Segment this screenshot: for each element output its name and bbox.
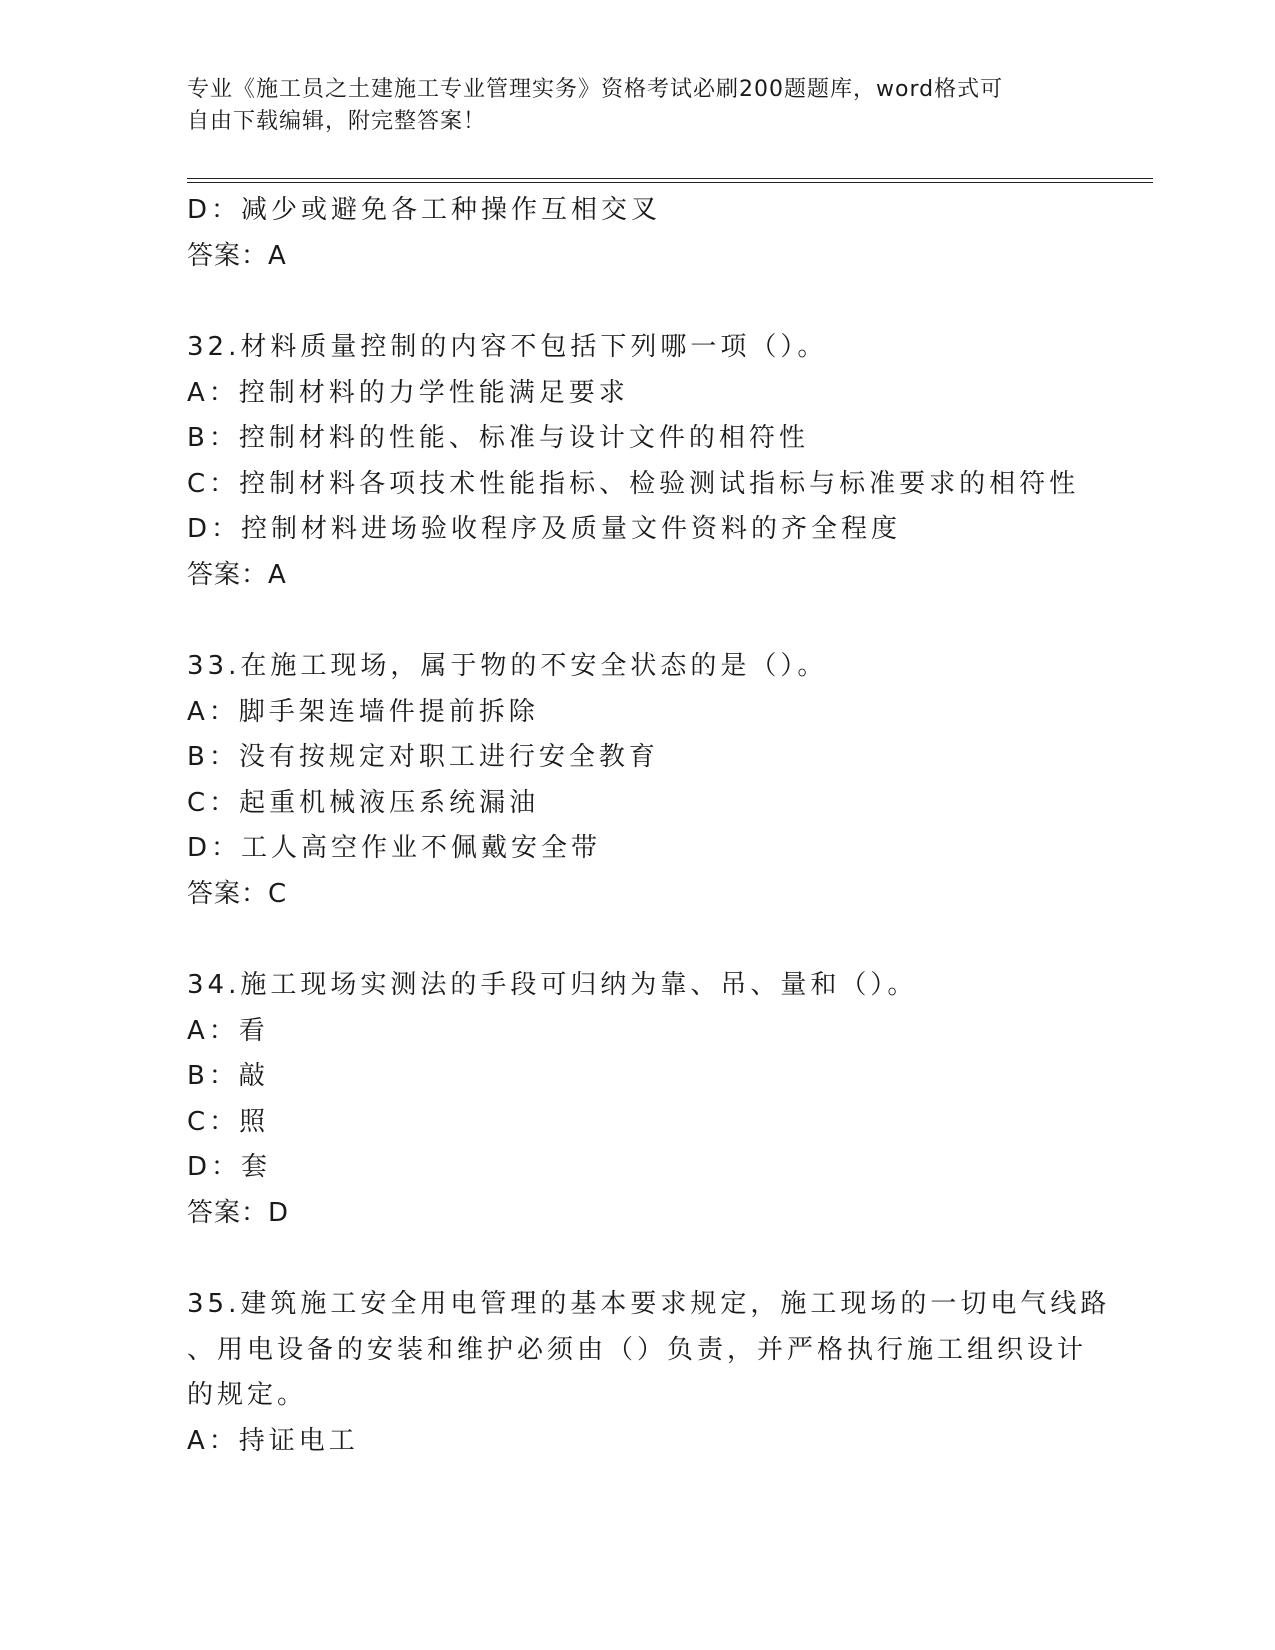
header-title-line-1: 专业《施工员之土建施工专业管理实务》资格考试必刷200题题库，word格式可 [187, 77, 1004, 102]
answer-label: 答案：A [187, 240, 287, 271]
spacer [187, 279, 1147, 325]
option-b: B：控制材料的性能、标准与设计文件的相符性 [187, 423, 809, 453]
option-b: B：没有按规定对职工进行安全教育 [187, 742, 659, 772]
header-divider-top [187, 178, 1153, 179]
question-text: 34.施工现场实测法的手段可归纳为靠、吊、量和（）。 [187, 970, 918, 1000]
question-list [187, 188, 1147, 1464]
option-a: A：看 [187, 1015, 269, 1046]
header-divider-bottom [187, 182, 1153, 183]
spacer [187, 598, 1147, 644]
option-b: B：敲 [187, 1061, 269, 1091]
question-text: 32.材料质量控制的内容不包括下列哪一项（）。 [187, 332, 828, 362]
option-d: D：套 [187, 1152, 272, 1182]
question-33 [187, 644, 1147, 917]
question-text-line-2: 、用电设备的安装和维护必须由（）负责，并严格执行施工组织设计 [187, 1334, 1088, 1365]
answer-label: 答案：C [187, 878, 288, 909]
question-text-line-3: 的规定。 [187, 1380, 308, 1410]
option-d: D：减少或避免各工种操作互相交叉 [187, 195, 662, 225]
question-34 [187, 963, 1147, 1236]
option-d: D：控制材料进场验收程序及质量文件资料的齐全程度 [187, 514, 902, 544]
question-text-line-1: 35.建筑施工安全用电管理的基本要求规定，施工现场的一切电气线路 [187, 1289, 1111, 1319]
answer-label: 答案：D [187, 1197, 290, 1228]
spacer [187, 917, 1147, 963]
document-header [187, 74, 1087, 138]
question-text: 33.在施工现场，属于物的不安全状态的是（）。 [187, 651, 828, 681]
option-c: C：控制材料各项技术性能指标、检验测试指标与标准要求的相符性 [187, 468, 1080, 499]
question-35 [187, 1282, 1147, 1464]
spacer [187, 1236, 1147, 1282]
question-32 [187, 325, 1147, 598]
option-a: A：脚手架连墙件提前拆除 [187, 696, 539, 727]
option-c: C：起重机械液压系统漏油 [187, 787, 540, 818]
header-title-line-2: 自由下载编辑，附完整答案！ [187, 109, 487, 134]
option-a: A：持证电工 [187, 1425, 359, 1456]
option-d: D：工人高空作业不佩戴安全带 [187, 833, 602, 863]
option-a: A：控制材料的力学性能满足要求 [187, 377, 629, 408]
answer-label: 答案：A [187, 559, 287, 590]
option-c: C：照 [187, 1106, 270, 1137]
